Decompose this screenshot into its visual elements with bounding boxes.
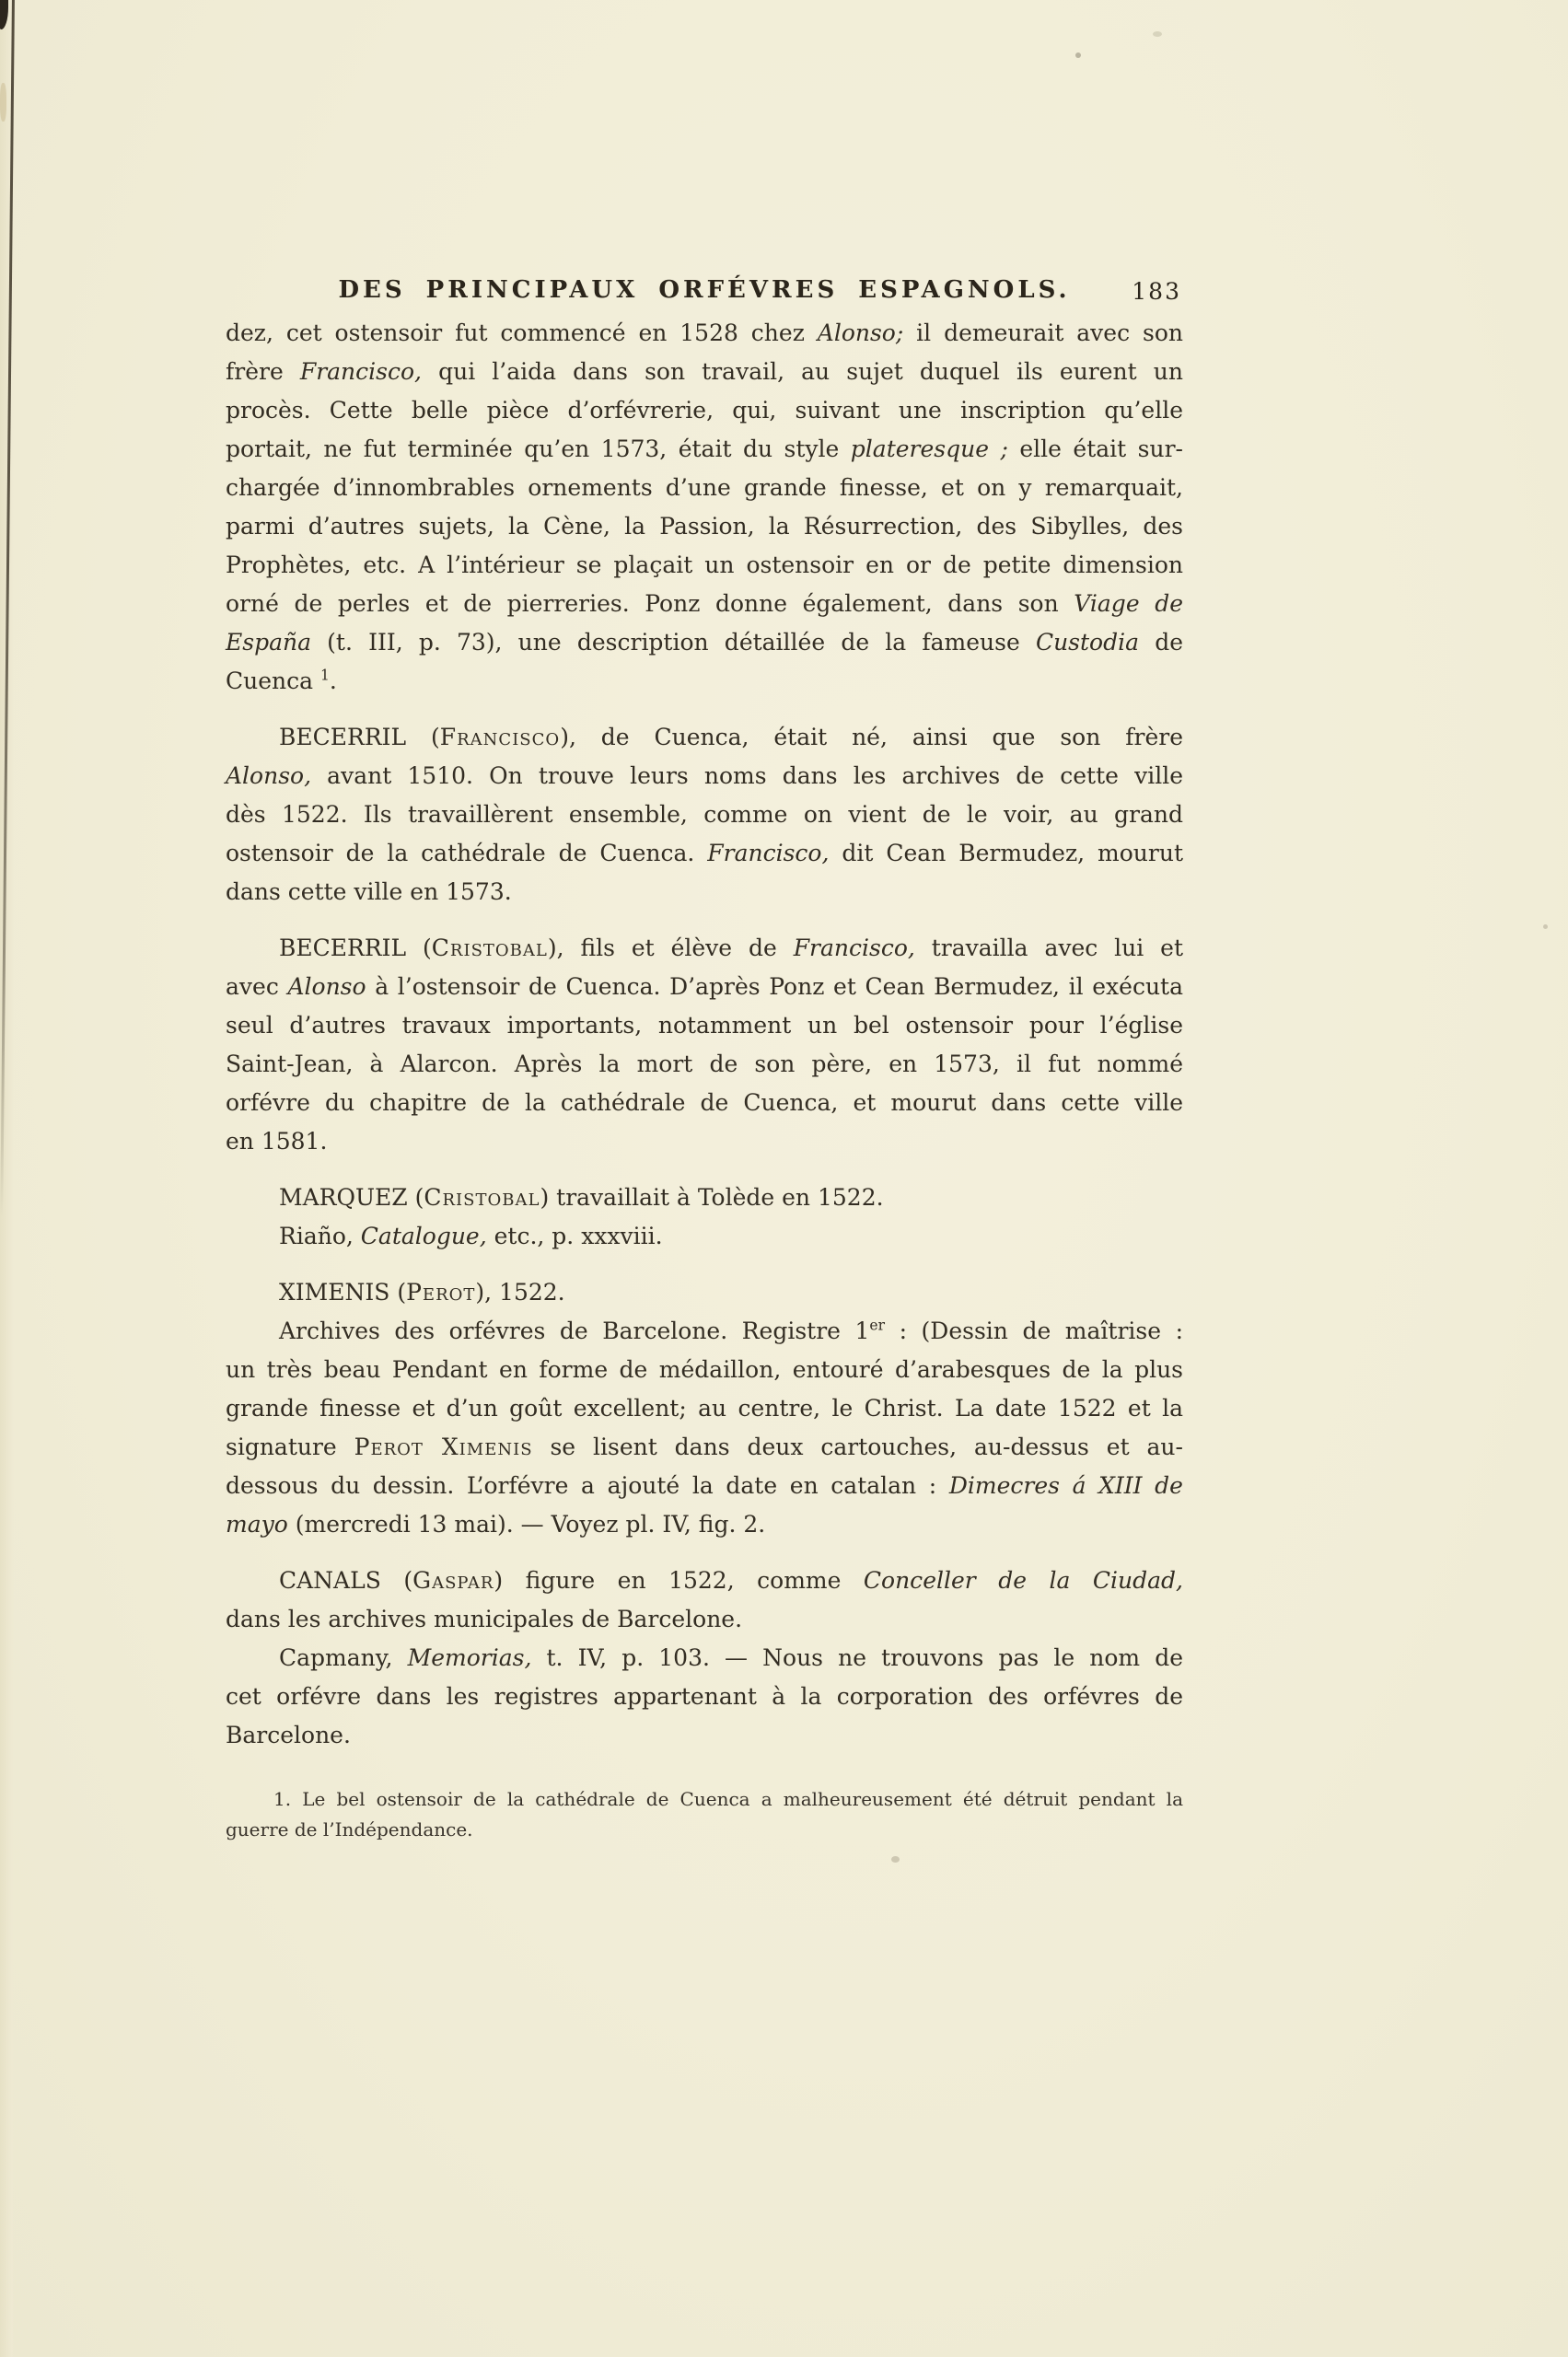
text-segment: Alonso: [287, 973, 366, 1000]
footnote-paragraph: [226, 1784, 1183, 1845]
text-line: [226, 968, 1183, 1006]
text-segment: dit Cean Bermudez, mourut: [829, 840, 1183, 866]
text-line: [226, 929, 1183, 968]
text-segment: (mercredi 13 mai). — Voyez pl. IV, fig. 2.: [287, 1511, 766, 1538]
text-line: [226, 469, 1183, 507]
paragraph: [226, 1312, 1183, 1544]
text-line: [226, 1122, 1183, 1161]
text-segment: dessous du dessin. L’orfévre a ajouté la date en catalan :: [226, 1472, 949, 1499]
text-segment: de: [1139, 629, 1183, 656]
text-segment: Saint-Jean, à Alarcon. Après la mort de son père, en 1573, il fut nommé: [226, 1051, 1183, 1077]
text-segment: BECERRIL (: [279, 724, 440, 750]
text-segment: ) travaillait à Tolède en 1522.: [540, 1184, 884, 1211]
text-segment: CANALS (: [279, 1567, 413, 1594]
text-segment: BECERRIL (: [279, 935, 432, 961]
text-segment: un très beau Pendant en forme de médaillon, entouré d’arabesques de la plus: [226, 1356, 1183, 1383]
text-line: [226, 623, 1183, 662]
text-segment: Dimecres á XIII de: [948, 1472, 1183, 1499]
text-segment: Perot Ximenis: [354, 1434, 533, 1460]
text-segment: dans cette ville en 1573.: [226, 878, 512, 905]
text-segment: Prophètes, etc. A l’intérieur se plaçait un ostensoir en or de petite dimension: [226, 552, 1183, 578]
text-segment: qui l’aida dans son travail, au sujet duquel ils eurent un: [422, 358, 1183, 385]
text-segment: Riaño,: [279, 1223, 361, 1249]
text-segment: Archives des orfévres de Barcelone. Registre 1: [279, 1318, 870, 1344]
text-segment: chargée d’innombrables ornements d’une grande finesse, et on y remarquait,: [226, 474, 1183, 501]
text-segment: en 1581.: [226, 1128, 328, 1155]
text-segment: etc., p. xxxviii.: [486, 1223, 663, 1249]
text-segment: parmi d’autres sujets, la Cène, la Passion, la Résurrection, des Sibylles, des: [226, 513, 1183, 540]
text-line: [226, 314, 1183, 353]
text-line: [226, 662, 1183, 701]
text-line: [226, 1351, 1183, 1389]
text-segment: ), fils et élève de: [547, 935, 794, 961]
text-line: [226, 585, 1183, 623]
text-segment: mayo: [226, 1511, 288, 1538]
body-text-block: [226, 314, 1183, 1845]
scan-speck: [1075, 52, 1081, 58]
text-segment: elle était sur-: [1007, 435, 1183, 462]
footnote-line: [226, 1784, 1183, 1815]
text-line: [226, 1273, 1183, 1312]
text-line: [226, 1312, 1183, 1351]
text-segment: Francisco,: [299, 358, 422, 385]
text-segment: : (Dessin de maîtrise :: [885, 1318, 1184, 1344]
text-segment: dez, cet ostensoir fut commencé en 1528 chez: [226, 319, 818, 346]
text-segment: travailla avec lui et: [914, 935, 1183, 961]
text-line: [226, 1678, 1183, 1716]
text-line: [226, 1389, 1183, 1428]
text-segment: procès. Cette belle pièce d’orfévrerie, qui, suivant une inscription qu’elle: [226, 397, 1183, 424]
text-segment: seul d’autres travaux importants, notamment un bel ostensoir pour l’église: [226, 1012, 1183, 1039]
text-line: [226, 1045, 1183, 1084]
text-line: [226, 1562, 1183, 1600]
text-segment: XIMENIS (: [279, 1279, 407, 1306]
text-segment: Barcelone.: [226, 1722, 351, 1748]
text-segment: MARQUEZ (: [279, 1184, 424, 1211]
text-line: [226, 430, 1183, 469]
text-line: [226, 1178, 1183, 1217]
text-segment: Conceller de la Ciudad,: [863, 1567, 1183, 1594]
text-segment: Perot: [406, 1279, 476, 1306]
paragraphs-container: [226, 314, 1183, 1755]
text-segment: España: [226, 629, 311, 656]
text-segment: Cristobal: [431, 935, 548, 961]
text-segment: Memorias,: [407, 1644, 532, 1671]
text-segment: Francisco: [439, 724, 561, 750]
footnote: [226, 1784, 1183, 1845]
superscript-ref: 1: [319, 667, 330, 684]
text-segment: Viage de: [1074, 590, 1183, 617]
text-segment: ostensoir de la cathédrale de Cuenca.: [226, 840, 708, 866]
paragraph: [226, 1217, 1183, 1256]
paragraph: [226, 1273, 1183, 1312]
text-segment: Capmany,: [279, 1644, 408, 1671]
text-segment: Francisco,: [707, 840, 830, 866]
page-number: 183: [1132, 278, 1181, 305]
paragraph: [226, 929, 1183, 1161]
text-segment: Gaspar: [412, 1567, 494, 1594]
text-line: [226, 1006, 1183, 1045]
text-segment: Alonso;: [817, 319, 904, 346]
text-segment: (t. III, p. 73), une description détaillée de la fameuse: [311, 629, 1036, 656]
text-line: [226, 1505, 1183, 1544]
text-segment: dans les archives municipales de Barcelone.: [226, 1606, 743, 1632]
paragraph: [226, 718, 1183, 911]
paragraph: [226, 1639, 1183, 1755]
text-segment: plateresque ;: [850, 435, 1008, 462]
scan-speck: [1153, 31, 1162, 37]
paragraph: [226, 314, 1183, 701]
text-segment: cet orfévre dans les registres appartenant à la corporation des orfévres de: [226, 1683, 1183, 1710]
text-line: [226, 1467, 1183, 1505]
text-segment: portait, ne fut terminée qu’en 1573, était du style: [226, 435, 851, 462]
text-segment: Catalogue,: [360, 1223, 487, 1249]
text-segment: avant 1510. On trouve leurs noms dans les archives de cette ville: [311, 762, 1183, 789]
text-segment: t. IV, p. 103. — Nous ne trouvons pas le nom de: [531, 1644, 1183, 1671]
paragraph: [226, 1178, 1183, 1217]
text-segment: avec: [226, 973, 288, 1000]
text-segment: se lisent dans deux cartouches, au-dessus et au-: [532, 1434, 1183, 1460]
text-segment: Custodia: [1035, 629, 1140, 656]
running-header: DES PRINCIPAUX ORFÉVRES ESPAGNOLS.: [338, 276, 1071, 304]
text-segment: ), de Cuenca, était né, ainsi que son frère: [560, 724, 1183, 750]
text-segment: frère: [226, 358, 300, 385]
text-segment: Cristobal: [424, 1184, 540, 1211]
text-segment: grande finesse et d’un goût excellent; au centre, le Christ. La date 1522 et la: [226, 1395, 1183, 1422]
text-line: [226, 873, 1183, 911]
text-line: [226, 1639, 1183, 1678]
paragraph: [226, 1562, 1183, 1639]
footnote-line: [226, 1815, 1183, 1845]
text-segment: ) figure en 1522, comme: [494, 1567, 864, 1594]
text-segment: dès 1522. Ils travaillèrent ensemble, comme on vient de le voir, au grand: [226, 801, 1183, 828]
text-segment: à l’ostensoir de Cuenca. D’après Ponz et Cean Bermudez, il exécuta: [366, 973, 1183, 1000]
text-line: [226, 757, 1183, 795]
text-line: [226, 795, 1183, 834]
superscript-ref: er: [869, 1317, 886, 1334]
scan-speck: [891, 1856, 900, 1863]
text-segment: Cuenca: [226, 668, 320, 694]
text-segment: Alonso,: [226, 762, 312, 789]
text-line: [226, 1084, 1183, 1122]
text-segment: guerre de l’Indépendance.: [226, 1818, 473, 1840]
text-segment: orfévre du chapitre de la cathédrale de Cuenca, et mourut dans cette ville: [226, 1089, 1183, 1116]
text-line: [226, 834, 1183, 873]
text-line: [226, 1600, 1183, 1639]
text-line: [226, 507, 1183, 546]
text-segment: .: [329, 668, 337, 694]
text-line: [226, 353, 1183, 391]
scan-speck: [1543, 924, 1548, 929]
text-line: [226, 391, 1183, 430]
text-segment: signature: [226, 1434, 354, 1460]
text-segment: ), 1522.: [475, 1279, 565, 1306]
text-segment: orné de perles et de pierreries. Ponz donne également, dans son: [226, 590, 1074, 617]
text-segment: 1. Le bel ostensoir de la cathédrale de Cuenca a malheureusement été détruit pendant la: [273, 1788, 1183, 1810]
text-line: [226, 1428, 1183, 1467]
text-segment: Francisco,: [793, 935, 915, 961]
text-line: [226, 1716, 1183, 1755]
scan-speck: [0, 83, 6, 122]
text-line: [226, 1217, 1183, 1256]
text-segment: il demeurait avec son: [903, 319, 1183, 346]
text-line: [226, 546, 1183, 585]
text-line: [226, 718, 1183, 757]
